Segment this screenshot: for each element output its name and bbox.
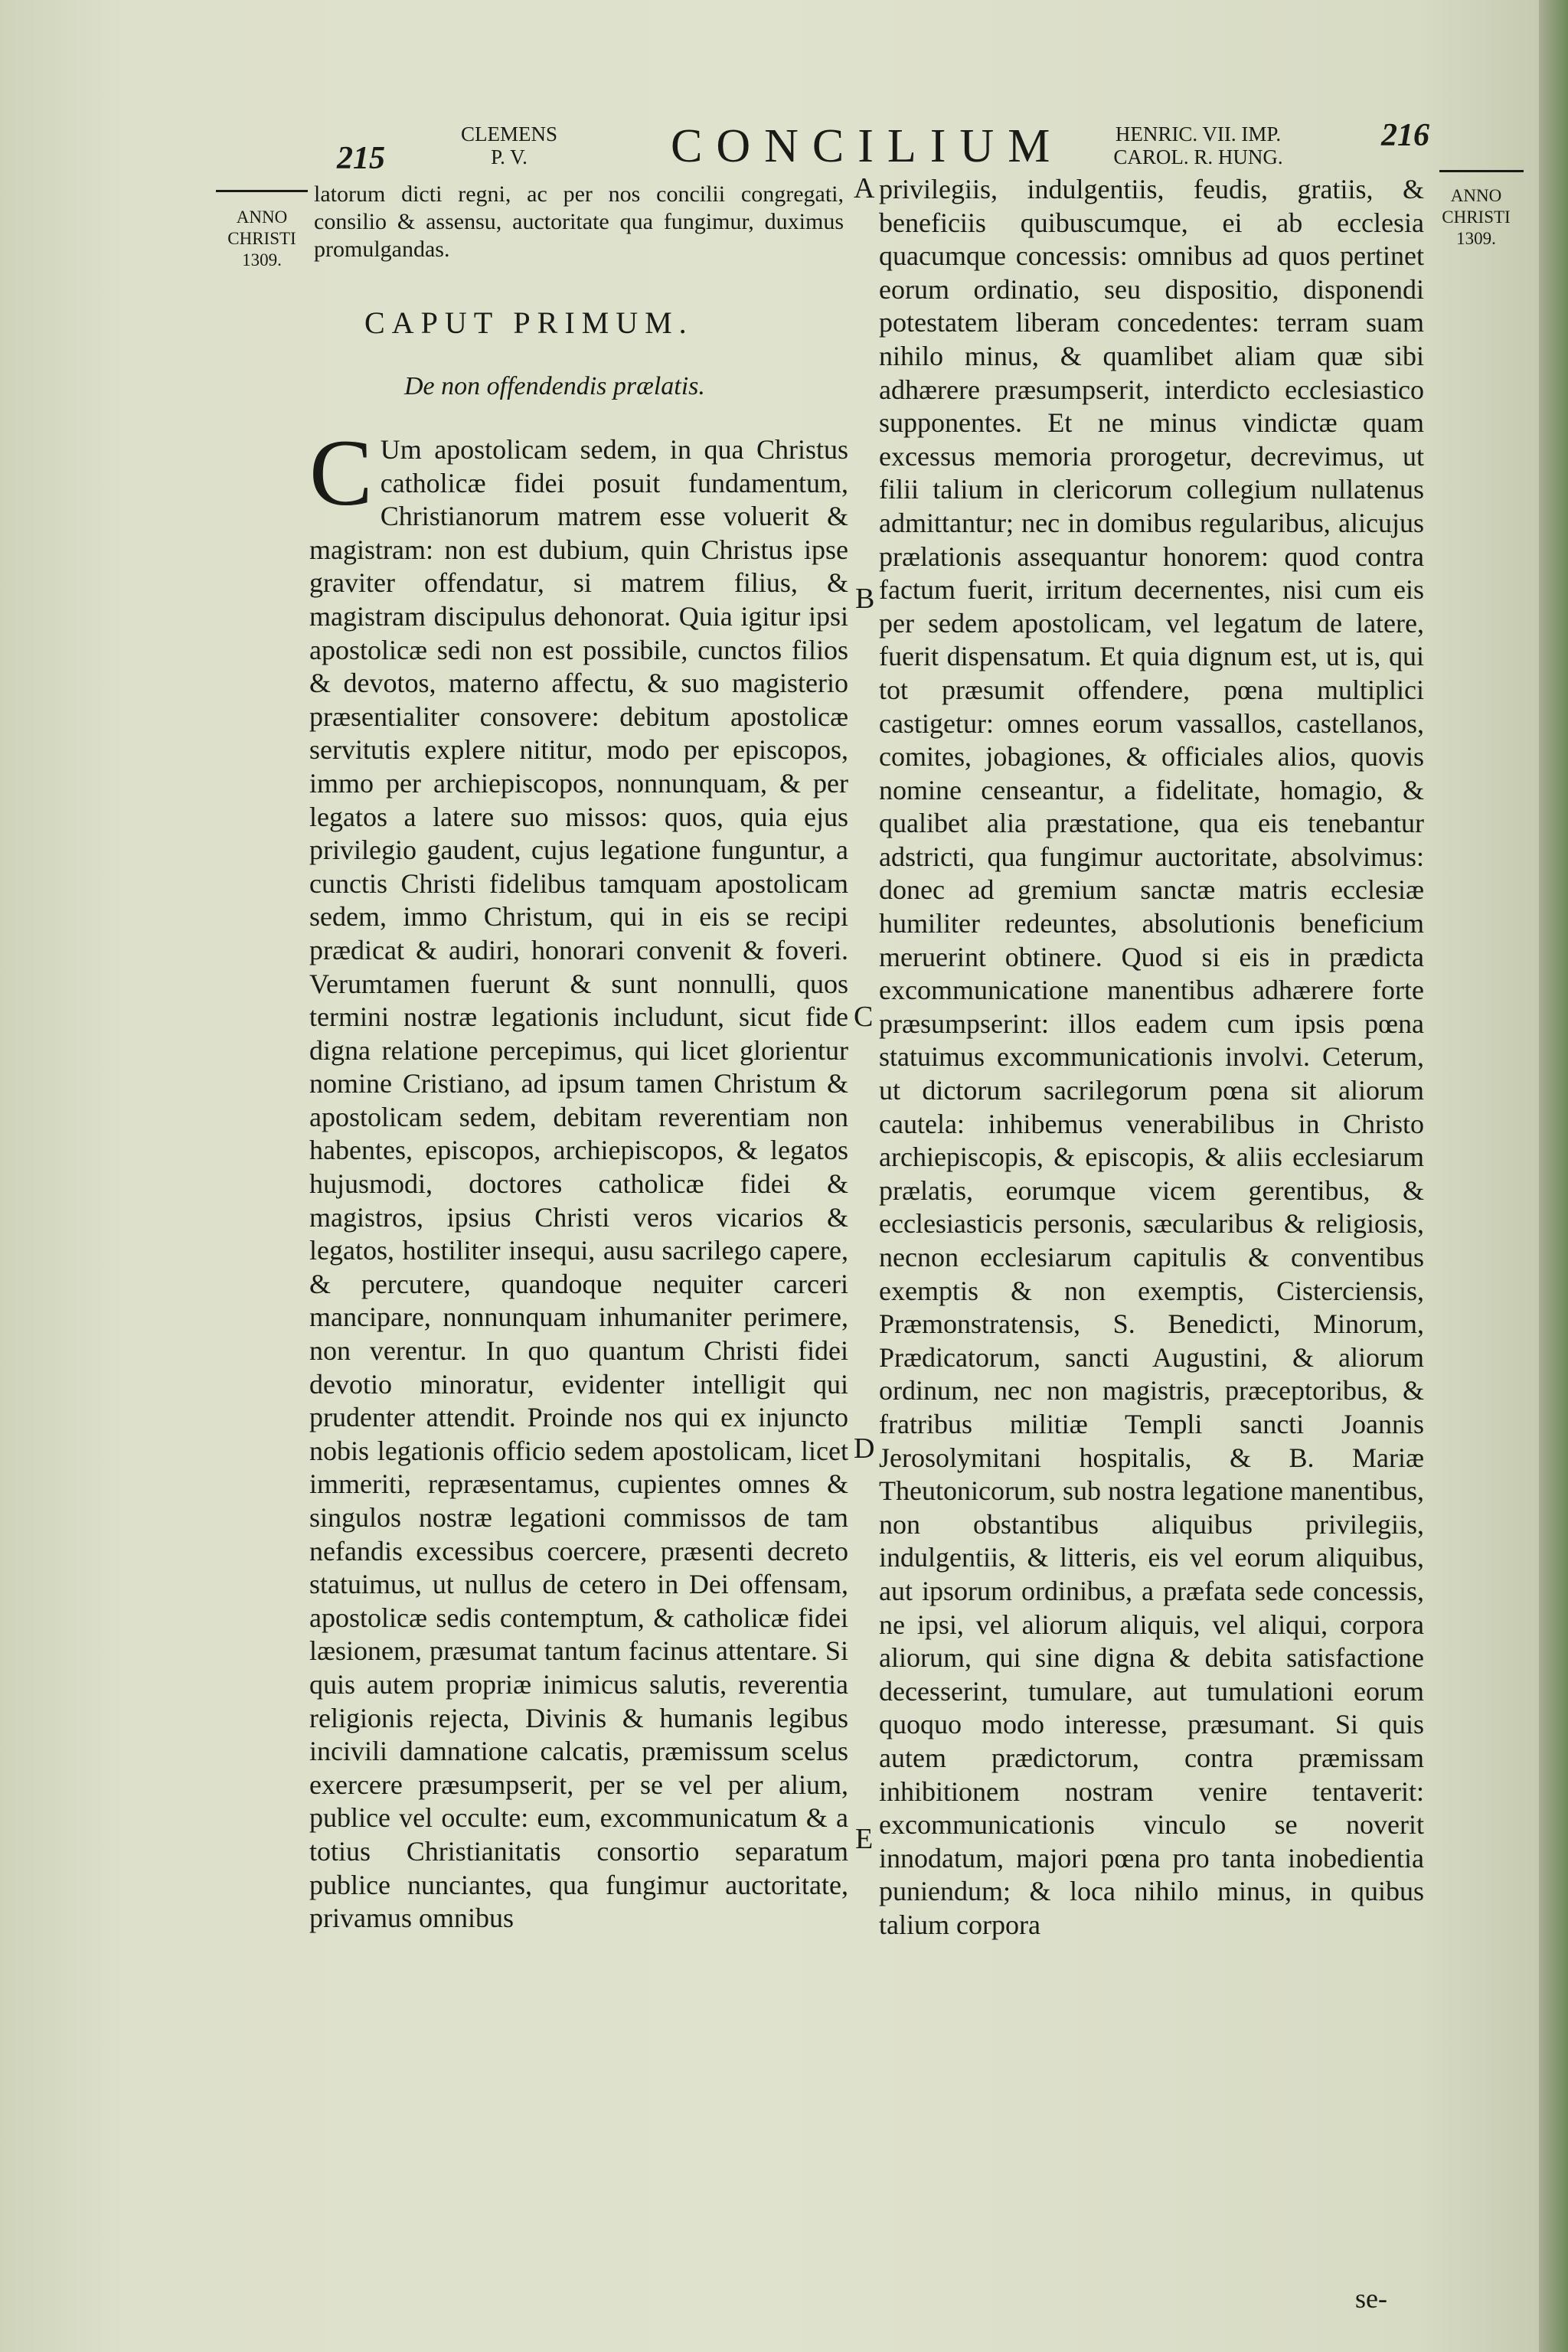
left-note-line3: 1309. <box>242 250 282 270</box>
left-note-line2: CHRISTI <box>227 229 296 248</box>
page-number-right: 216 <box>1381 118 1429 153</box>
page-number-left: 215 <box>337 141 385 176</box>
right-margin-rule <box>1439 170 1524 172</box>
chapter-heading: CAPUT PRIMUM. <box>364 305 694 340</box>
running-head-right-line2: CAROL. R. HUNG. <box>1113 145 1283 168</box>
left-column-text: Um apostolicam sedem, in qua Christus catholicæ fidei posuit fundamentum, Christianorum matrem esse voluerit & magistram: non est dubium, quin Christus ipse graviter offendatur, si matrem filius, & magistram discipulus dehonorat. Quia igitur ipsi apostolicæ sedi non est possibile, cunctos filios & devotos, materno affectu, & suo magisterio præsentialiter consovere: debitum apostolicæ servitutis explere nititur, modo per episcopos, immo per archiepiscopos, nonnunquam, & per legatos a latere suo missos: quos, quia ejus privilegio gaudent, cujus legatione funguntur, a cunctis Christi fidelibus tamquam apostolicam sedem, immo Christum, qui in eis se recipi prædicat & audiri, honorari convenit & foveri. Verumtamen fuerunt & sunt nonnulli, quos termini nostræ legationis includunt, sicut fide digna relatione percepimus, qui licet glorientur nomine Cristiano, ad ipsum tamen Christum & apostolicam sedem, debitam reverentiam non habentes, episcopos, archiepiscopos, & legatos hujusmodi, doctores catholicæ fidei & magistros, ipsius Christi veros vicarios & legatos, hostiliter insequi, ausu sacrilego capere, & percutere, quandoque nequiter carceri mancipare, nonnunquam inhumaniter perimere, non verentur. In quo quantum Christi fidei devotio minoratur, evidenter intelligit qui prudenter attendit. Proinde nos qui ex injuncto nobis legationis officio sedem apostolicam, licet immeriti, repræsentamus, cupientes omnes & singulos nostræ legationi commissos de tam nefandis excessibus coercere, præsenti decreto statuimus, ut nullus de cetero in Dei offensam, apostolicæ sedis contemptum, & catholicæ fidei læsionem, præsumat tantum facinus attentare. Si quis autem propriæ inimicus salutis, reverentia religionis rejecta, Divinis & humanis legibus incivili damnatione calcatis, præmissum scelus exercere præsumpserit, per se vel per alium, publice vel occulte: eum, excommunicatum & a totius Christianitatis consortio separatum publice nunciantes, qua fungimur auctoritate, privamus omnibus <box>309 434 848 1934</box>
running-head-left-line1: CLEMENS <box>460 122 557 145</box>
catchword: se- <box>1355 2283 1387 2314</box>
section-marker-b: B <box>855 583 875 615</box>
page-edge <box>1539 0 1568 2352</box>
section-marker-d: D <box>854 1432 875 1465</box>
left-note-line1: ANNO <box>236 207 288 227</box>
running-head-right-line1: HENRIC. VII. IMP. <box>1115 122 1282 145</box>
drop-cap: C <box>309 420 373 525</box>
chapter-subtitle: De non offendendis prælatis. <box>404 372 705 400</box>
left-column <box>309 420 848 2171</box>
right-note-line1: ANNO <box>1450 186 1502 205</box>
running-head-left <box>452 122 567 168</box>
right-column <box>879 173 1424 2286</box>
intro-paragraph: latorum dicti regni, ac per nos concilii congregati, consilio & assensu, auctoritate qua fungimur, duximus promulgandas. <box>314 181 844 262</box>
running-head-right <box>1087 122 1309 168</box>
section-marker-a: A <box>854 172 875 204</box>
section-marker-c: C <box>854 1001 874 1033</box>
running-head-left-line2: P. V. <box>491 145 528 168</box>
left-margin-rule <box>216 190 308 192</box>
right-note-line3: 1309. <box>1456 229 1496 248</box>
right-margin-note <box>1430 185 1522 250</box>
left-margin-note <box>216 207 308 271</box>
right-note-line2: CHRISTI <box>1442 207 1511 227</box>
right-column-text: privilegiis, indulgentiis, feudis, gratiis, & beneficiis quibuscumque, ei ab ecclesia quacumque concessis: omnibus ad quos pertinet eorum ordinatio, seu dispositio, disponendi potestatem liberam concedentes: terram suam nihilo minus, & quamlibet aliam quæ sibi adhærere præsumpserit, interdicto ecclesiastico supponentes. Et ne minus vindictæ quam excessus memoria prorogetur, decrevimus, ut filii talium in clericorum collegium nullatenus admittantur; nec in domibus regularibus, alicujus prælationis assequantur honorem: quod contra factum fuerit, irritum decernentes, nisi cum eis per sedem apostolicam, vel legatum de latere, fuerit dispensatum. Et quia dignum est, ut is, qui tot præsumit offendere, pœna multiplici castigetur: omnes eorum vassallos, castellanos, comites, jobagiones, & officiales alios, quovis nomine censeantur, a fidelitate, homagio, & qualibet alia præstatione, qua eis tenebantur adstricti, qua fungimur auctoritate, absolvimus: donec ad gremium sanctæ matris ecclesiæ humiliter redeuntes, absolutionis beneficium meruerint obtinere. Quod si eis in prædicta excommunicatione manentibus adhærere forte præsumpserint: illos eadem cum ipsis pœna statuimus excommunicationis involvi. Ceterum, ut dictorum sacrilegorum pœna sit aliorum cautela: inhibemus venerabilibus in Christo archiepiscopis, & episcopis, & aliis ecclesiarum prælatis, eorumque vicem gerentibus, & ecclesiasticis personis, sæcularibus & religiosis, necnon ecclesiarum capitulis & conventibus exemptis & non exemptis, Cisterciensis, Præmonstratensis, S. Benedicti, Minorum, Prædicatorum, sancti Augustini, & aliorum ordinum, nec non magistris, præceptoribus, & fratribus militiæ Templi sancti Joannis Jerosolymitani hospitalis, & B. Mariæ Theutonicorum, sub nostra legatione manentibus, non obstantibus aliquibus privilegiis, indulgentiis, & litteris, eis vel eorum aliquibus, aut ipsorum ordinibus, a præfata sede concessis, ne ipsi, vel aliorum aliquis, vel aliqui, corpora aliorum, qui sine digna & debita satisfactione decesserint, tumulare, aut tumulationi eorum quoquo modo interesse, præsumant. Si quis autem prædictorum, contra præmissam inhibitionem nostram venire tentaverit: excommunicationis vinculo se noverit innodatum, majori pœna pro tanta inobedientia puniendum; & loca nihilo minus, in quibus talium corpora <box>879 174 1424 1940</box>
running-title: CONCILIUM <box>671 120 1064 172</box>
section-marker-e: E <box>855 1823 874 1855</box>
